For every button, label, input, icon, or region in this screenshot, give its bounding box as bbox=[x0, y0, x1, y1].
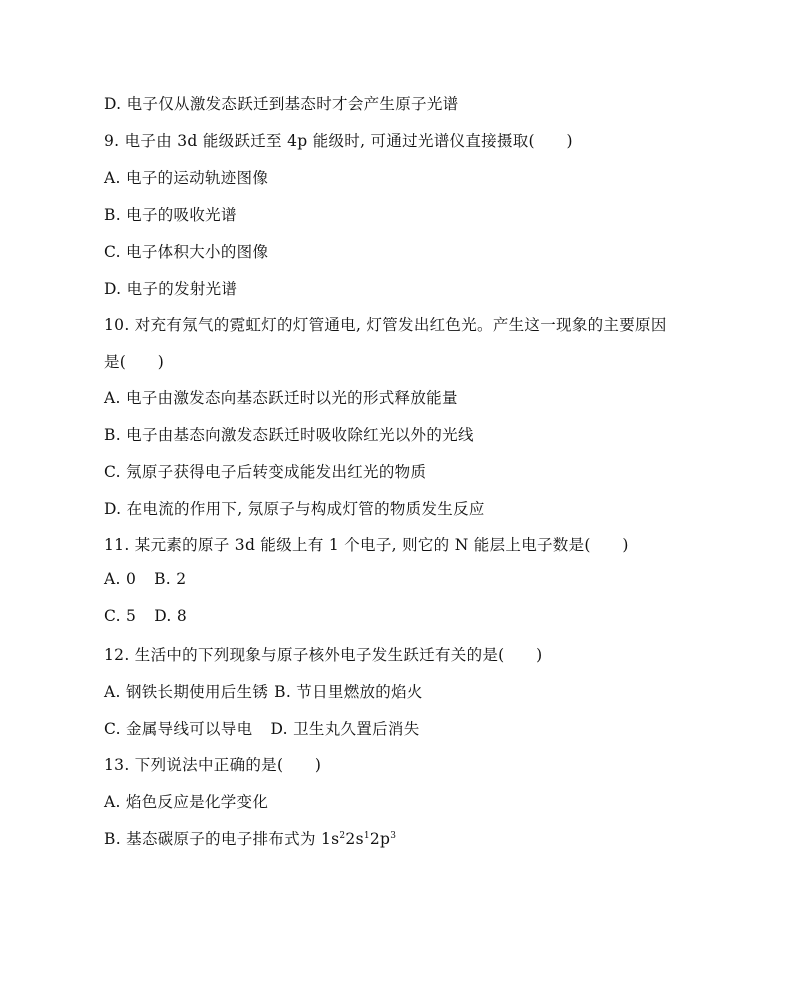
option-10a: A. 电子由激发态向基态跃迁时以光的形式释放能量 bbox=[104, 389, 458, 407]
option-10c: C. 氖原子获得电子后转变成能发出红光的物质 bbox=[104, 463, 427, 481]
option-8d: D. 电子仅从激发态跃迁到基态时才会产生原子光谱 bbox=[104, 95, 459, 113]
question-10-line1: 10. 对充有氖气的霓虹灯的灯管通电, 灯管发出红色光。产生这一现象的主要原因 bbox=[104, 316, 667, 334]
option-11b: B. 2 bbox=[154, 570, 187, 588]
question-12: 12. 生活中的下列现象与原子核外电子发生跃迁有关的是( ) bbox=[104, 646, 543, 664]
option-13a: A. 焰色反应是化学变化 bbox=[104, 793, 269, 811]
option-10d: D. 在电流的作用下, 氖原子与构成灯管的物质发生反应 bbox=[104, 500, 485, 518]
options-11-ab bbox=[104, 570, 186, 588]
option-12a: A. 钢铁长期使用后生锈 bbox=[104, 683, 269, 701]
question-9: 9. 电子由 3d 能级跃迁至 4p 能级时, 可通过光谱仪直接摄取( ) bbox=[104, 132, 573, 150]
option-12c: C. 金属导线可以导电 bbox=[104, 720, 253, 738]
option-11a: A. 0 bbox=[104, 570, 137, 588]
option-11c: C. 5 bbox=[104, 607, 137, 625]
option-9c: C. 电子体积大小的图像 bbox=[104, 243, 269, 261]
option-13b: B. 基态碳原子的电子排布式为 $1s^22s^12p^3$ bbox=[104, 830, 397, 848]
question-11: 11. 某元素的原子 3d 能级上有 1 个电子, 则它的 N 能层上电子数是( ) bbox=[104, 536, 629, 554]
option-9b: B. 电子的吸收光谱 bbox=[104, 206, 237, 224]
question-13: 13. 下列说法中正确的是( ) bbox=[104, 756, 322, 774]
option-10b: B. 电子由基态向激发态跃迁时吸收除红光以外的光线 bbox=[104, 426, 474, 444]
options-12-ab bbox=[104, 680, 423, 702]
option-9a: A. 电子的运动轨迹图像 bbox=[104, 169, 269, 187]
question-10-line2: 是( ) bbox=[104, 353, 165, 371]
option-11d: D. 8 bbox=[154, 607, 188, 625]
options-11-cd bbox=[104, 607, 187, 625]
options-12-cd bbox=[104, 717, 420, 739]
option-12d: D. 卫生丸久置后消失 bbox=[270, 720, 420, 738]
option-9d: D. 电子的发射光谱 bbox=[104, 280, 238, 298]
option-12b: B. 节日里燃放的焰火 bbox=[274, 683, 423, 701]
